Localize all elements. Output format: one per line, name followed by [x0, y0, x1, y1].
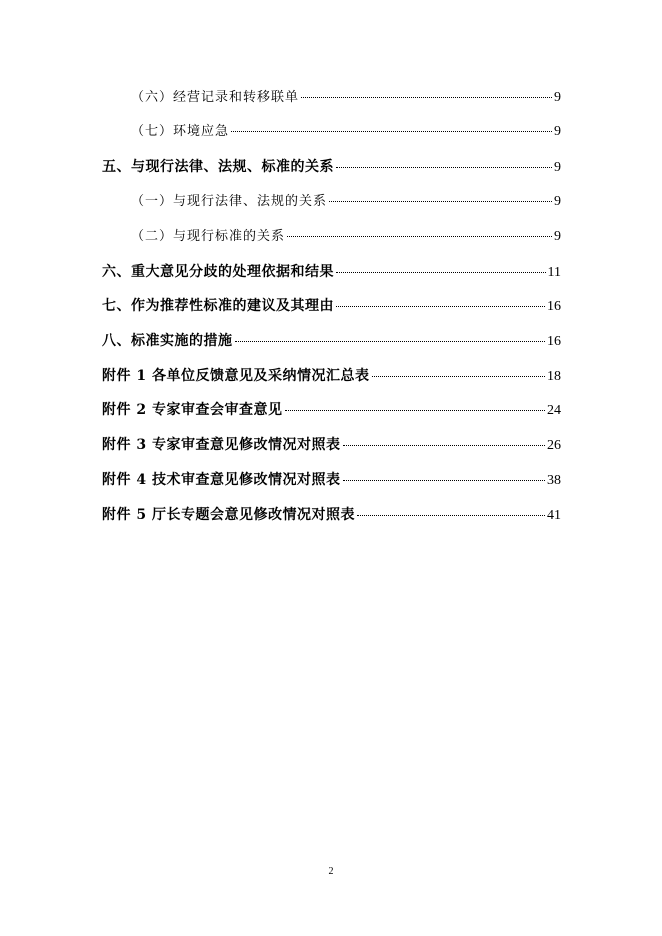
toc-entry-page: 9	[554, 160, 561, 175]
toc-entry-title: 七、作为推荐性标准的建议及其理由	[102, 298, 334, 314]
toc-entry-page: 16	[547, 334, 561, 349]
toc-entry	[131, 88, 561, 108]
dot-leader	[343, 479, 546, 481]
toc-entry	[102, 366, 561, 386]
toc-entry-title: 附件 3 专家审查意见修改情况对照表	[102, 437, 341, 453]
toc-entry-title: 附件 5 厅长专题会意见修改情况对照表	[102, 507, 355, 523]
toc-entry	[102, 400, 561, 420]
page-number: 2	[328, 866, 334, 877]
toc-entry	[131, 227, 561, 247]
dot-leader	[336, 271, 546, 273]
toc-entry	[102, 296, 561, 316]
toc-entry-title: （六）经营记录和转移联单	[131, 90, 300, 105]
dot-leader	[329, 200, 552, 202]
toc-entry-title: 附件 2 专家审查会审查意见	[102, 402, 283, 418]
toc-entry	[102, 470, 561, 490]
toc-entry-title: 附件 1 各单位反馈意见及采纳情况汇总表	[102, 368, 370, 384]
dot-leader	[336, 305, 545, 307]
toc-entry-title: （二）与现行标准的关系	[131, 229, 286, 244]
dot-leader	[235, 340, 546, 342]
dot-leader	[301, 96, 552, 98]
toc-entry-page: 24	[547, 403, 561, 418]
toc-entry-title: 八、标准实施的措施	[102, 333, 233, 349]
toc-entry-title: （一）与现行法律、法规的关系	[131, 194, 328, 209]
toc-entry-page: 11	[547, 265, 561, 280]
toc-entry-page: 41	[547, 508, 561, 523]
toc-entry-page: 18	[547, 369, 561, 384]
toc-entry-page: 9	[554, 124, 561, 139]
toc-entry-title: （七）环境应急	[131, 124, 230, 139]
dot-leader	[343, 444, 546, 446]
dot-leader	[231, 130, 552, 132]
toc-entry-title: 五、与现行法律、法规、标准的关系	[102, 159, 334, 175]
toc-entry-page: 9	[554, 90, 561, 105]
toc-entry-page: 38	[547, 473, 561, 488]
toc-entry-page: 9	[554, 194, 561, 209]
toc-entry-page: 16	[547, 299, 561, 314]
toc-entry-page: 9	[554, 229, 561, 244]
toc-entry-title: 六、重大意见分歧的处理依据和结果	[102, 264, 334, 280]
toc-entry	[102, 505, 561, 525]
toc-entry	[102, 262, 561, 282]
dot-leader	[287, 235, 552, 237]
toc-entry-page: 26	[547, 438, 561, 453]
toc-entry	[102, 435, 561, 455]
toc-entry-title: 附件 4 技术审查意见修改情况对照表	[102, 472, 341, 488]
toc-entry	[102, 331, 561, 351]
dot-leader	[357, 514, 545, 516]
dot-leader	[372, 375, 546, 377]
dot-leader	[336, 166, 552, 168]
dot-leader	[285, 409, 546, 411]
toc-entry	[131, 122, 561, 142]
toc-entry	[102, 157, 561, 177]
toc-entry	[131, 192, 561, 212]
